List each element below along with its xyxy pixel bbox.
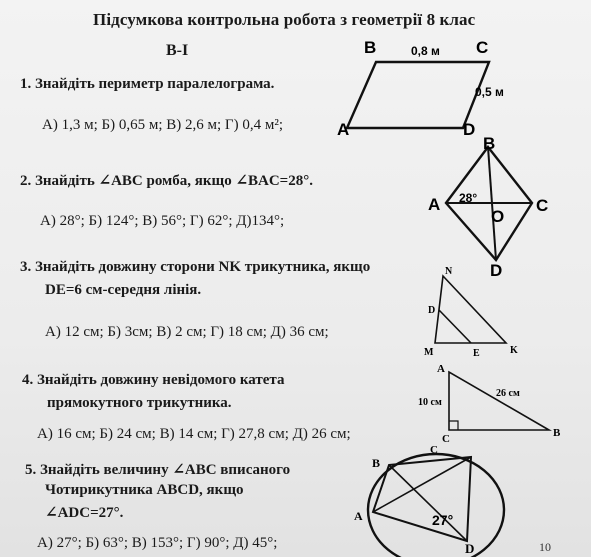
question-5-line-2: Чотирикутника ABCD, якщо [45, 482, 244, 498]
label-A: A [337, 120, 350, 139]
question-4: 4. Знайдіть довжину невідомого катета [22, 372, 285, 388]
label-D: D [465, 541, 475, 556]
label-A: A [354, 509, 363, 523]
label-B: B [364, 38, 377, 57]
answers-1: А) 1,3 м; Б) 0,65 м; В) 2,6 м; Г) 0,4 м²; [42, 117, 283, 133]
question-5-line-3: ∠ADC=27°. [45, 505, 124, 521]
label-D: D [490, 261, 503, 280]
answers-5: А) 27°; Б) 63°; В) 153°; Г) 90°; Д) 45°; [37, 535, 278, 551]
question-2: 2. Знайдіть ∠ABC ромба, якщо ∠BAC=28°. [20, 173, 313, 189]
question-3: 3. Знайдіть довжину сторони NK трикутника, якщо [20, 259, 371, 275]
label-A: A [437, 363, 445, 375]
figure-triangle-midline [424, 266, 518, 359]
angle-label: 28° [459, 191, 478, 205]
answers-4: А) 16 см; Б) 24 см; В) 14 см; Г) 27,8 см; Д) 26 см; [37, 426, 351, 442]
question-5: 5. Знайдіть величину ∠ABC вписаного [25, 462, 291, 478]
side-CD: 0,5 м [475, 85, 504, 99]
parallelogram-shape [347, 62, 489, 128]
label-D: D [428, 305, 436, 316]
figure-parallelogram [337, 38, 504, 139]
variant-label: В-І [166, 42, 189, 59]
label-B: B [483, 134, 496, 153]
question-3-line-2: DE=6 см-середня лінія. [45, 282, 202, 298]
worksheet-title: Підсумкова контрольна робота з геометрії 8 клас [93, 10, 476, 29]
label-K: K [510, 345, 518, 356]
label-C-outer: C [430, 444, 438, 456]
diagonal-AC [373, 457, 471, 512]
leg-length: 10 см [418, 397, 442, 408]
right-triangle-shape [449, 372, 549, 430]
label-E: E [473, 348, 480, 359]
angle-label: 27° [432, 512, 454, 528]
midline-DE [439, 310, 471, 343]
page-number: 10 [539, 540, 551, 554]
label-M: M [424, 347, 434, 358]
figure-rhombus [428, 134, 548, 280]
triangle-MNK [435, 276, 506, 343]
label-A: A [428, 195, 441, 214]
quadrilateral-ABCD [373, 457, 471, 541]
side-BC: 0,8 м [411, 44, 440, 58]
right-angle-mark [449, 421, 458, 430]
figure-right-triangle [418, 363, 561, 456]
label-C: C [476, 38, 489, 57]
answers-3: А) 12 см; Б) 3см; В) 2 см; Г) 18 см; Д) 36 см; [45, 324, 329, 340]
question-1: 1. Знайдіть периметр паралелограма. [20, 76, 275, 92]
label-B: B [553, 427, 561, 439]
figure-inscribed-quadrilateral [354, 454, 504, 557]
label-D: D [463, 120, 476, 139]
question-4-line-2: прямокутного трикутника. [47, 395, 232, 411]
hypotenuse-length: 26 см [496, 388, 520, 399]
answers-2: А) 28°; Б) 124°; В) 56°; Г) 62°; Д)134°; [40, 213, 285, 229]
label-B: B [372, 456, 381, 470]
label-O: O [491, 207, 505, 226]
label-C: C [442, 433, 450, 445]
label-N: N [445, 266, 453, 277]
label-C: C [536, 196, 549, 215]
